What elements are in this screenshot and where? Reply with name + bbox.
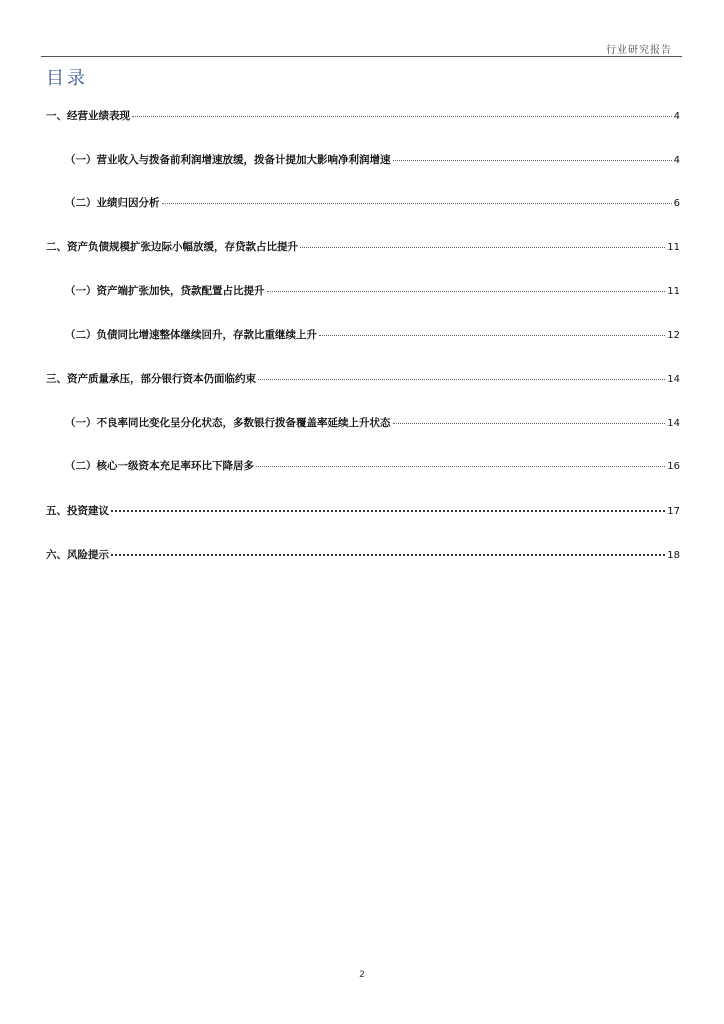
- toc-title: 目录: [46, 68, 88, 89]
- toc-entry-section-2-2[interactable]: [65, 327, 680, 342]
- toc-entry-text: （一）营业收入与拨备前利润增速放缓，拨备计提加大影响净利润增速: [65, 154, 391, 166]
- toc-entry-text: 六、风险提示: [46, 549, 109, 561]
- toc-page-number: 18: [667, 550, 680, 561]
- toc-page-number: 4: [673, 155, 680, 166]
- toc-page-number: 11: [667, 286, 680, 297]
- page-number: 2: [359, 970, 365, 980]
- toc-entry-text: （二）负债同比增速整体继续回升，存款比重继续上升: [65, 329, 317, 341]
- toc-entry-text: （一）资产端扩张加快，贷款配置占比提升: [65, 285, 265, 297]
- toc-entry-text: （二）业绩归因分析: [65, 197, 160, 209]
- dot-leader: [256, 466, 665, 467]
- report-type-label: 行业研究报告: [606, 45, 672, 56]
- toc-entry-text: 五、投资建议: [46, 505, 109, 517]
- toc-page-number: 12: [667, 330, 680, 341]
- toc-page-number: 16: [667, 461, 680, 472]
- dot-leader: [267, 291, 666, 292]
- toc-page-number: 4: [673, 111, 680, 122]
- dot-leader: [162, 203, 672, 204]
- toc-entry-section-5[interactable]: [46, 503, 680, 518]
- dot-leader: [258, 379, 665, 380]
- dot-leader: [393, 160, 672, 161]
- toc-entry-section-3-2[interactable]: [65, 458, 680, 473]
- dot-leader: [132, 116, 672, 117]
- toc-page-number: 14: [667, 374, 680, 385]
- toc-entry-text: （一）不良率同比变化呈分化状态，多数银行拨备覆盖率延续上升状态: [65, 417, 391, 429]
- toc-entry-section-3[interactable]: [46, 371, 680, 386]
- toc-entry-section-2[interactable]: [46, 239, 680, 254]
- dot-leader: [111, 510, 665, 512]
- toc-entry-section-2-1[interactable]: [65, 283, 680, 298]
- header-divider: [41, 56, 682, 57]
- toc-entry-section-1-2[interactable]: [65, 195, 680, 210]
- toc-page-number: 17: [667, 506, 680, 517]
- toc-entry-section-1-1[interactable]: [65, 152, 680, 167]
- toc-page-number: 6: [673, 198, 680, 209]
- toc-page-number: 14: [667, 418, 680, 429]
- toc-entry-section-6[interactable]: [46, 547, 680, 562]
- toc-entry-text: （二）核心一级资本充足率环比下降居多: [65, 460, 254, 472]
- toc-entry-section-1[interactable]: [46, 108, 680, 123]
- toc-entry-text: 三、资产质量承压，部分银行资本仍面临约束: [46, 373, 256, 385]
- toc-entry-text: 二、资产负债规模扩张边际小幅放缓，存贷款占比提升: [46, 241, 298, 253]
- toc-entry-section-3-1[interactable]: [65, 415, 680, 430]
- dot-leader: [111, 554, 665, 556]
- dot-leader: [393, 423, 666, 424]
- toc-page-number: 11: [667, 242, 680, 253]
- dot-leader: [319, 335, 665, 336]
- dot-leader: [300, 247, 665, 248]
- toc-entry-text: 一、经营业绩表现: [46, 110, 130, 122]
